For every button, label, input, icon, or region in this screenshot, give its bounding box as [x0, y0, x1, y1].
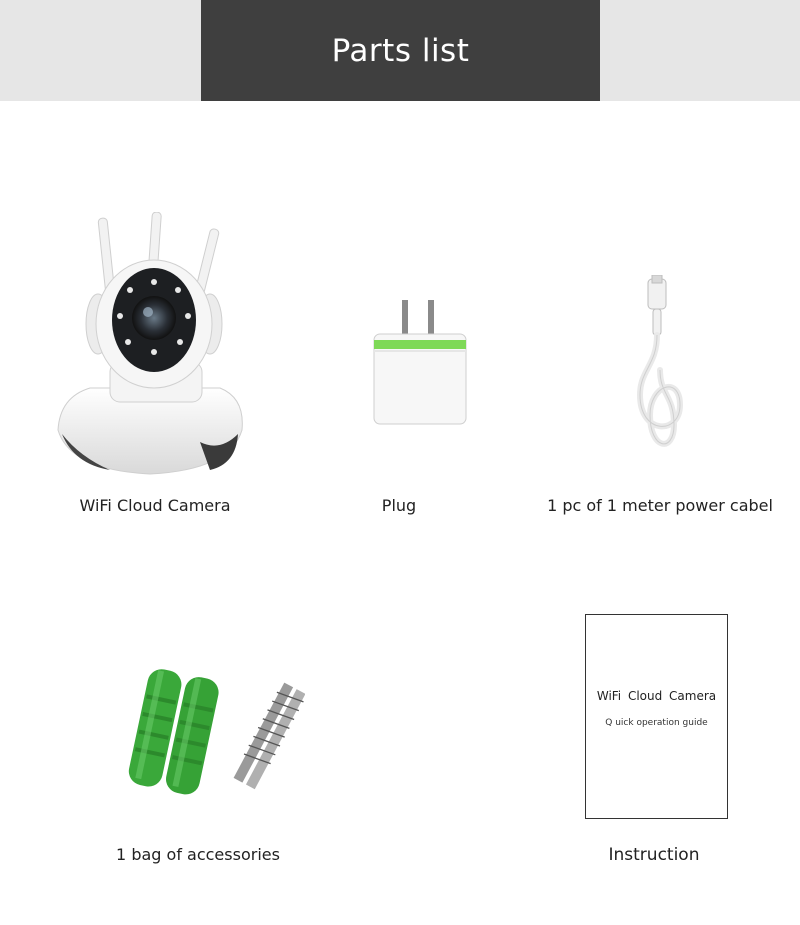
header-banner — [201, 0, 600, 101]
accessories-icon — [120, 660, 305, 800]
instruction-booklet-image — [585, 614, 728, 819]
anchors-and-screws-image — [120, 660, 305, 800]
plug-icon — [370, 296, 470, 428]
cable-icon — [630, 275, 690, 460]
power-plug-image — [370, 296, 470, 428]
booklet-subtitle: Q uick operation guide — [605, 718, 708, 728]
caption-cable: 1 pc of 1 meter power cabel — [547, 496, 773, 515]
usb-cable-image — [630, 275, 690, 460]
camera-icon — [50, 212, 250, 482]
caption-camera: WiFi Cloud Camera — [79, 496, 231, 515]
caption-accessories: 1 bag of accessories — [116, 845, 280, 864]
wifi-camera-image — [50, 212, 250, 482]
booklet-title: WiFi Cloud Camera — [596, 689, 717, 703]
page-title: Parts list — [331, 32, 470, 69]
caption-plug: Plug — [381, 496, 417, 515]
caption-instruction: Instruction — [608, 845, 700, 865]
